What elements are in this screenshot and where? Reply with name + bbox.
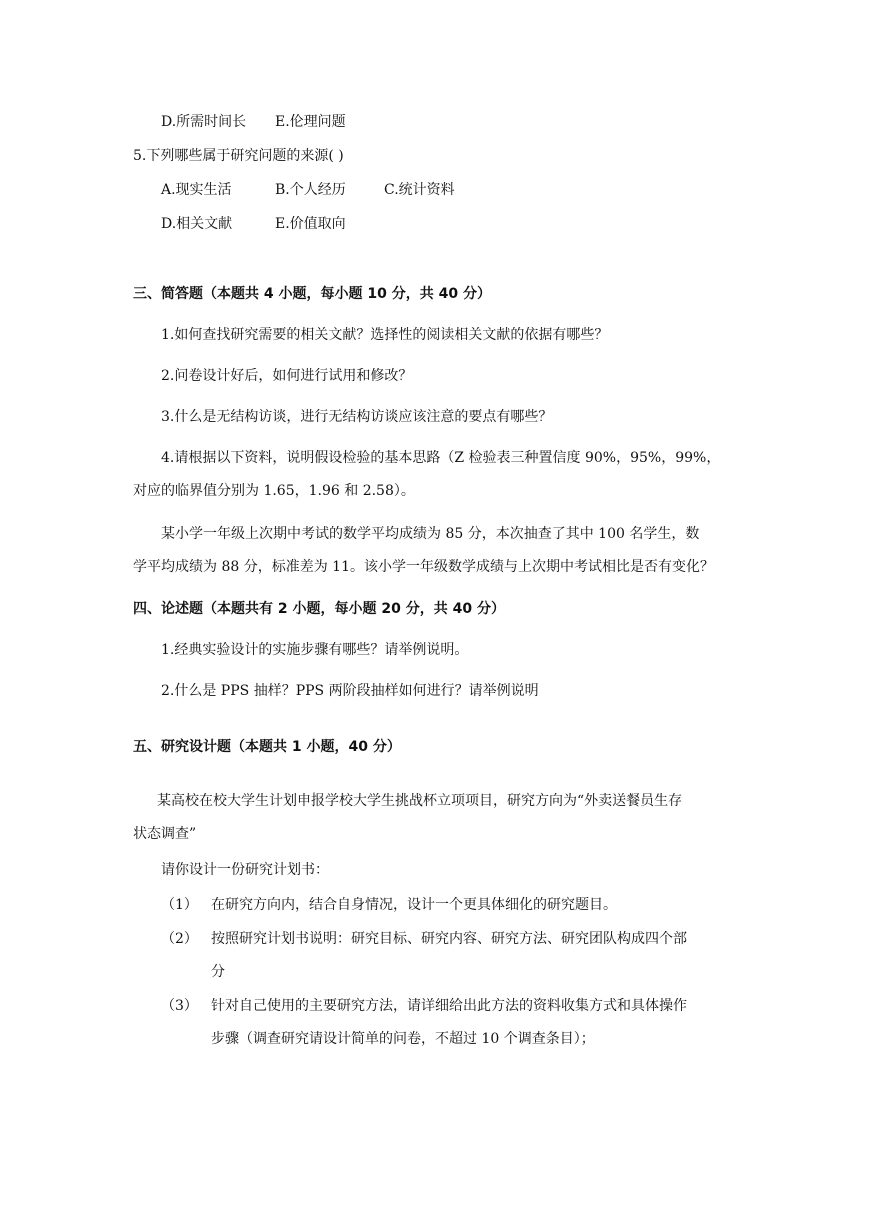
q5-stem: 5.下列哪些属于研究问题的来源( ) [133,148,344,164]
section5-item-text: 针对自己使用的主要研究方法，请详细给出此方法的资料收集方式和具体操作 [211,998,687,1014]
section3-q3: 3.什么是无结构访谈，进行无结构访谈应该注意的要点有哪些？ [161,409,553,425]
section5-item-text-cont: 步骤（调查研究请设计简单的问卷，不超过 10 个调查条目）； [211,1031,595,1047]
section3-q4-line1: 4.请根据以下资料，说明假设检验的基本思路（Z 检验表三种置信度 90%，95%，99%， [161,450,721,466]
section3-q2: 2.问卷设计好后，如何进行试用和修改？ [161,368,413,384]
section5-item-number: （3） [161,998,198,1014]
section4-q2: 2.什么是 PPS 抽样？PPS 两阶段抽样如何进行？请举例说明 [161,683,539,699]
section5-item-text: 按照研究计划书说明：研究目标、研究内容、研究方法、研究团队构成四个部 [211,931,687,947]
section3-q4-material-line1: 某小学一年级上次期中考试的数学平均成绩为 85 分，本次抽查了其中 100 名学生，数 [161,526,700,542]
section5-intro-line1: 某高校在校大学生计划申报学校大学生挑战杯立项项目，研究方向为“外卖送餐员生存 [157,793,683,809]
section5-intro-line2: 状态调查” [133,826,197,842]
q4-option-e: E.伦理问题 [275,114,346,130]
section5-item-number: （1） [161,897,198,913]
q4-option-d: D.所需时间长 [161,114,247,130]
section5-item-number: （2） [161,931,198,947]
section3-q4-material-line2: 学平均成绩为 88 分，标准差为 11。该小学一年级数学成绩与上次期中考试相比是否有变化？ [133,559,714,575]
section5-item-text-cont: 分 [211,964,225,980]
section5-prompt: 请你设计一份研究计划书： [161,862,329,878]
section3-q1: 1.如何查找研究需要的相关文献？选择性的阅读相关文献的依据有哪些？ [161,327,609,343]
section3-heading: 三、简答题（本题共 4 小题，每小题 10 分，共 40 分） [133,286,491,302]
q5-option-c: C.统计资料 [384,182,455,198]
section3-q4-line2: 对应的临界值分别为 1.65，1.96 和 2.58）。 [133,483,415,499]
section5-heading: 五、研究设计题（本题共 1 小题，40 分） [133,739,401,755]
q5-option-d: D.相关文献 [161,216,233,232]
section4-heading: 四、论述题（本题共有 2 小题，每小题 20 分，共 40 分） [133,601,505,617]
q5-option-b: B.个人经历 [275,182,346,198]
section5-item-text: 在研究方向内，结合自身情况，设计一个更具体细化的研究题目。 [211,897,617,913]
section4-q1: 1.经典实验设计的实施步骤有哪些？请举例说明。 [161,642,469,658]
q5-option-a: A.现实生活 [161,182,232,198]
q5-option-e: E.价值取向 [275,216,346,232]
